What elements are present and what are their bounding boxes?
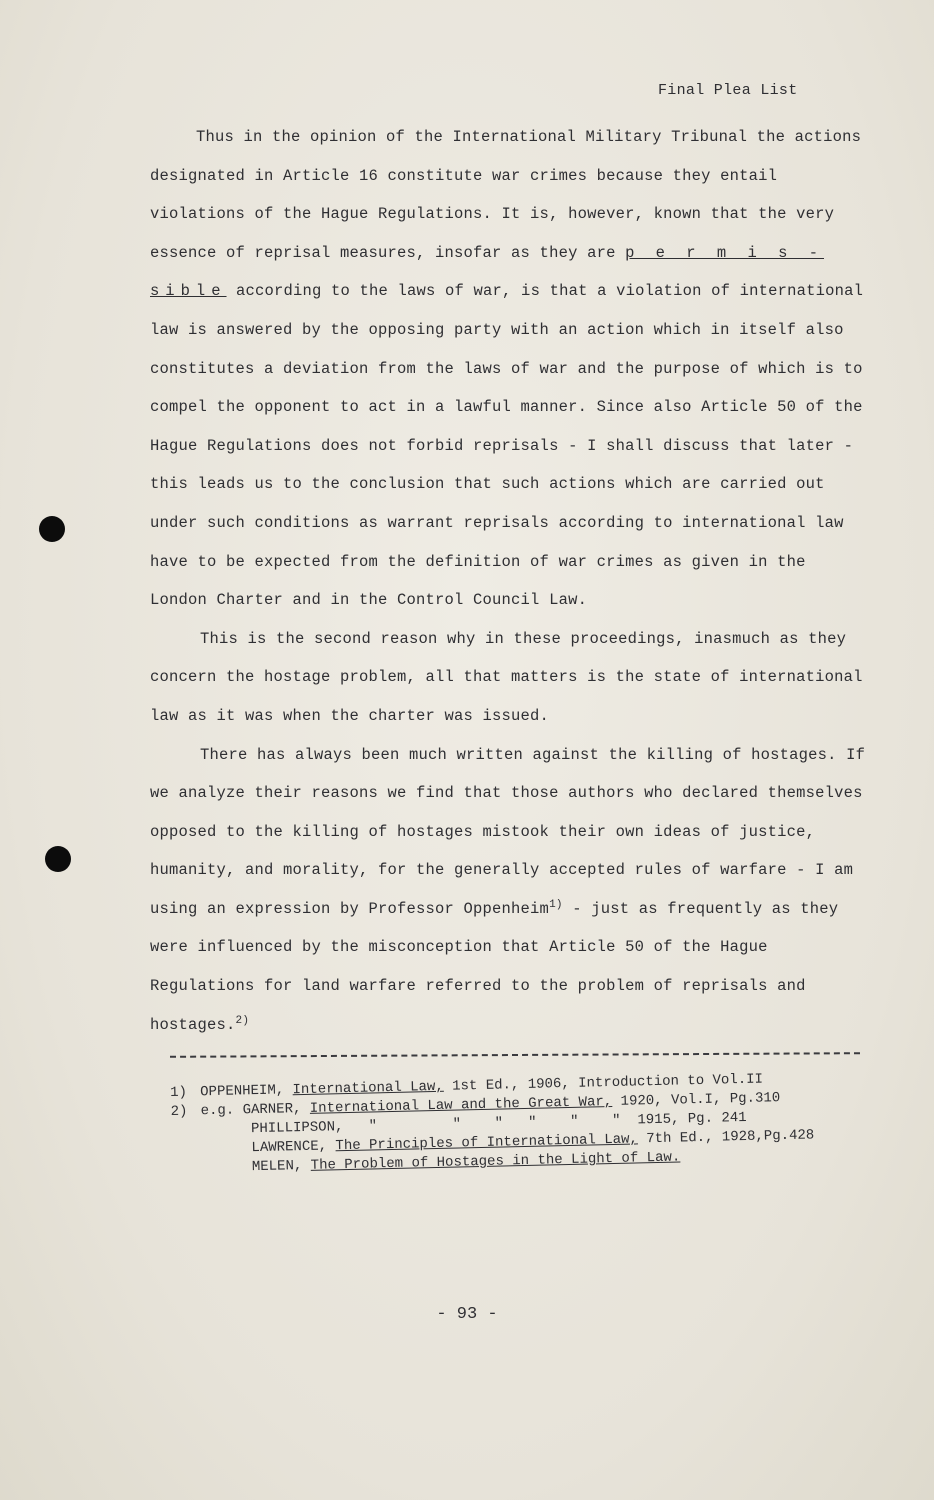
punch-hole-top [39, 516, 65, 542]
entry-ditto-marks: " " " " " " [343, 1112, 638, 1136]
footnote-1-title: International Law, [292, 1078, 444, 1099]
paragraph-3 [150, 736, 870, 1045]
page-header: Final Plea List [658, 82, 798, 99]
footnote-1-author: OPPENHEIM, [200, 1082, 285, 1101]
footnote-1-details: 1st Ed., 1906, Introduction to Vol.II [443, 1071, 764, 1095]
entry-author: PHILLIPSON, [250, 1119, 344, 1138]
paragraph-3-text-a: There has always been much written against the killing of hostages. If we analyze their reasons we find that those authors who declared themselves opposed to the killing of hostages mistook their own ideas of justice, humanity, and morality, for the generally accepted rules of warfare - I am using an expression by Professor Oppenheim [150, 745, 866, 918]
entry-title: The Principles of International Law, [335, 1131, 639, 1155]
footnote-2-prefix: e.g. [200, 1102, 243, 1120]
footnote-divider [170, 1052, 860, 1058]
footnote-1-number: 1) [170, 1084, 188, 1101]
punch-hole-bottom [45, 846, 71, 872]
main-text [150, 118, 870, 1044]
paragraph-1 [150, 118, 870, 620]
footnote-2-title: International Law and the Great War, [309, 1093, 613, 1117]
paragraph-1-text-a: Thus in the opinion of the International Military Tribunal the actions designated in Article 16 constitute war crimes because they entail violations of the Hague Regulations. It is, however, known that the very essence of reprisal measures, insofar as they are [150, 128, 862, 262]
entry-details: 7th Ed., 1928,Pg.428 [637, 1127, 815, 1148]
page-number: - 93 - [436, 1305, 498, 1324]
paragraph-1-text-b: according to the laws of war, is that a violation of international law is answered by the opposing party with an action which in itself also constitutes a deviation from the laws of war and the purpose of which is to compel the opponent to act in a lawful manner. Since also Article 50 of the Hague Regulations does not forbid reprisals - I shall discuss that later - this leads us to the conclusion that such actions which are carried out under such conditions as warrant reprisals according to international law have to be expected from the definition of war crimes as given in the London Charter and in the Control Council Law. [150, 282, 864, 610]
footnotes [170, 1068, 892, 1179]
entry-author: LAWRENCE, [251, 1138, 328, 1157]
footnote-ref-2: 2) [235, 1014, 250, 1027]
entry-author: MELEN, [251, 1158, 303, 1176]
footnote-ref-1: 1) [549, 898, 563, 911]
paragraph-2: This is the second reason why in these proceedings, inasmuch as they concern the hostage problem, all that matters is the state of international law as it was when the charter was issued. [150, 629, 863, 725]
entry-details: 1915, Pg. 241 [637, 1109, 747, 1129]
footnote-2-number: 2) [170, 1103, 188, 1120]
entry-title: The Problem of Hostages in the Light of Law. [310, 1149, 681, 1174]
emphasized-word: p e r m i s - sible [150, 243, 824, 301]
paragraph-3-text-b: - just as frequently as they were influenced by the misconception that Article 50 of the Hague Regulations for land warfare referred to the problem of reprisals and hostages. [150, 899, 839, 1034]
footnote-2-details: 1920, Vol.I, Pg.310 [612, 1090, 781, 1110]
footnote-2-author: GARNER, [242, 1101, 302, 1119]
